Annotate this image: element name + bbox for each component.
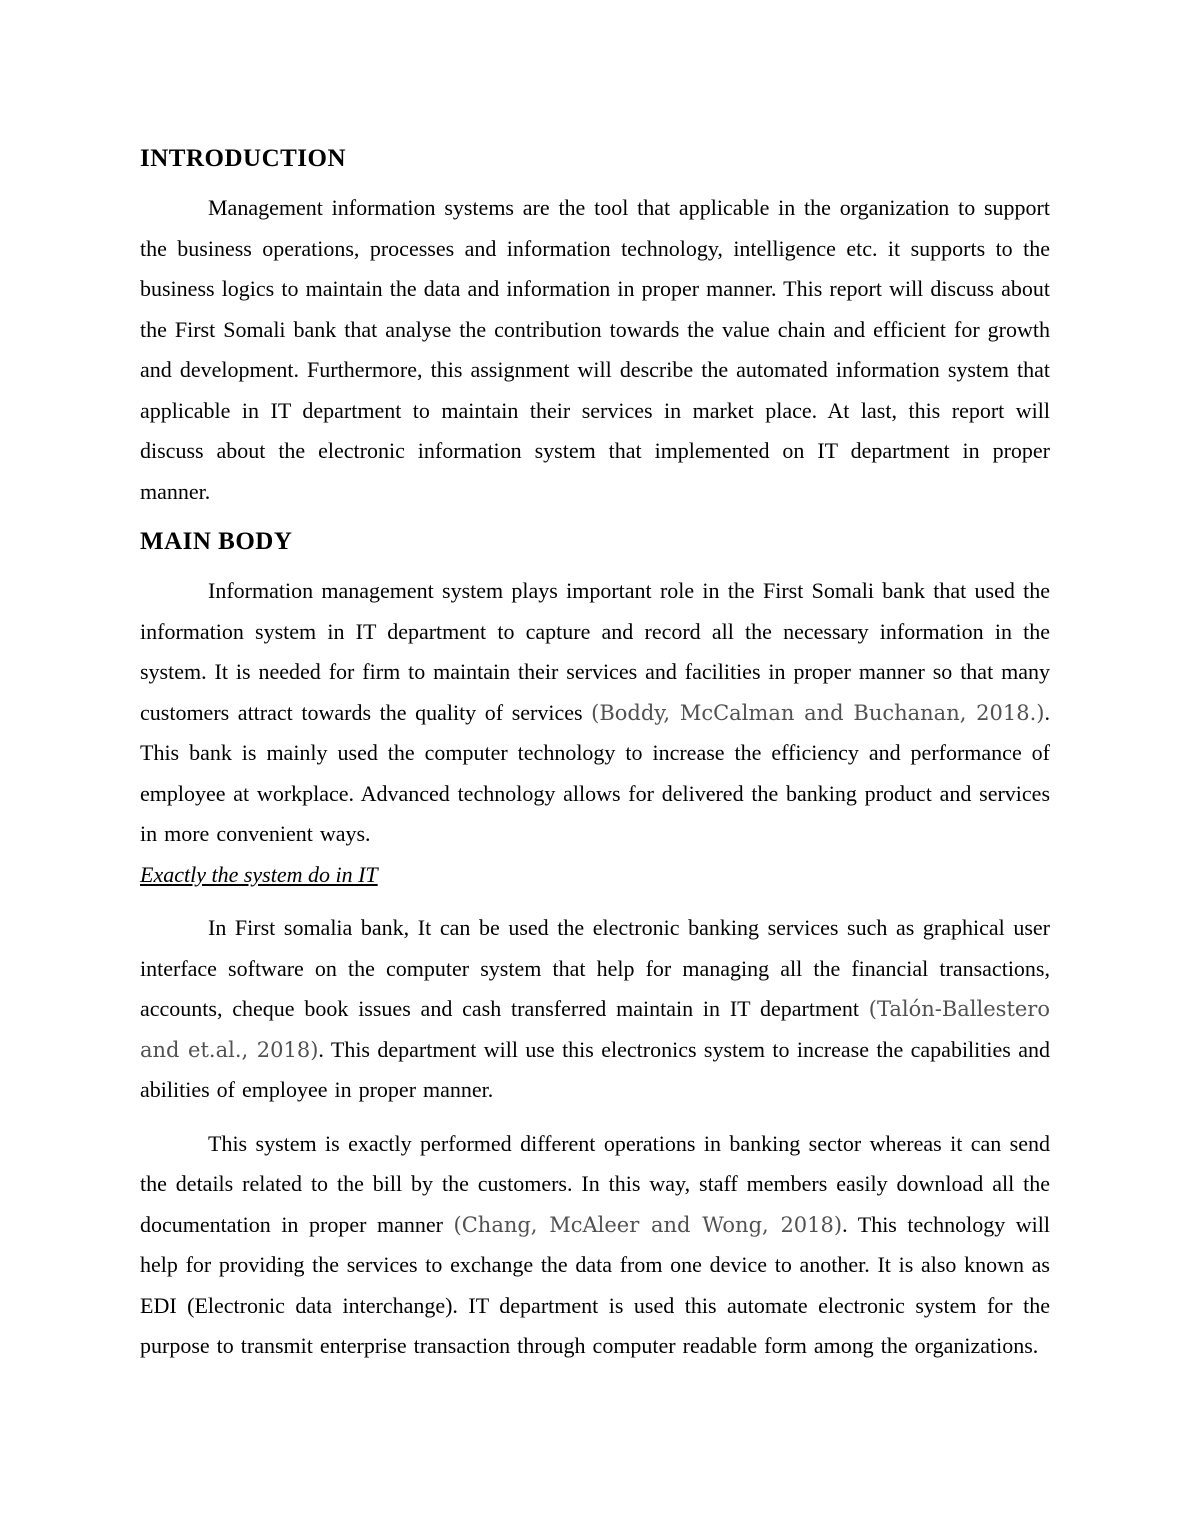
- body-text: Information management system plays important role in the First Somali bank that used the information system in IT department to capture and record all the necessary information in the system. It is needed for firm to maintain their services and facilities in proper manner so that many customers attract towards the quality of services: [140, 578, 1050, 725]
- citation-text: (Boddy, McCalman and Buchanan, 2018.): [591, 700, 1045, 725]
- body-text: Management information systems are the tool that applicable in the organization to support the business operations, processes and information technology, intelligence etc. it supports to the business logics to maintain the data and information in proper manner. This report will discuss about the First Somali bank that analyse the contribution towards the value chain and efficient for growth and development. Furthermore, this assignment will describe the automated information system that applicable in IT department to maintain their services in market place. At last, this report will discuss about the electronic information system that implemented on IT department in proper manner.: [140, 195, 1050, 504]
- citation-text: (Chang, McAleer and Wong, 2018): [453, 1212, 843, 1237]
- body-text: . This bank is mainly used the computer technology to increase the efficiency and performance of employee at workplace. Advanced technology allows for delivered the banking product and services in more convenient ways.: [140, 699, 1050, 846]
- heading-main-body: MAIN BODY: [140, 528, 293, 555]
- citation-text: (Talón-Ballestero and et.al., 2018): [140, 997, 1050, 1062]
- heading-introduction: INTRODUCTION: [140, 145, 347, 172]
- body-text: In First somalia bank, It can be used the electronic banking services such as graphical user interface software on the computer system that help for managing all the financial transactions, accounts, cheque book issues and cash transferred maintain in IT department: [140, 915, 1050, 1021]
- paragraph-edi: [140, 1124, 1050, 1367]
- paragraph-introduction: [140, 188, 1050, 512]
- body-text: This system is exactly performed different operations in banking sector whereas it can send the details related to the bill by the customers. In this way, staff members easily download all the documentation in proper manner: [140, 1130, 1050, 1237]
- body-text: . This department will use this electronics system to increase the capabilities and abilities of employee in proper manner.: [140, 1036, 1050, 1102]
- subheading-exactly-the-system: Exactly the system do in IT: [140, 861, 378, 887]
- paragraph-it-system: [140, 908, 1050, 1111]
- paragraph-main-body: [140, 571, 1050, 855]
- body-text: . This technology will help for providing the services to exchange the data from one device to another. It is also known as EDI (Electronic data interchange). IT department is used this automate electronic system for the purpose to transmit enterprise transaction through computer readable form among the organizations.: [140, 1211, 1050, 1358]
